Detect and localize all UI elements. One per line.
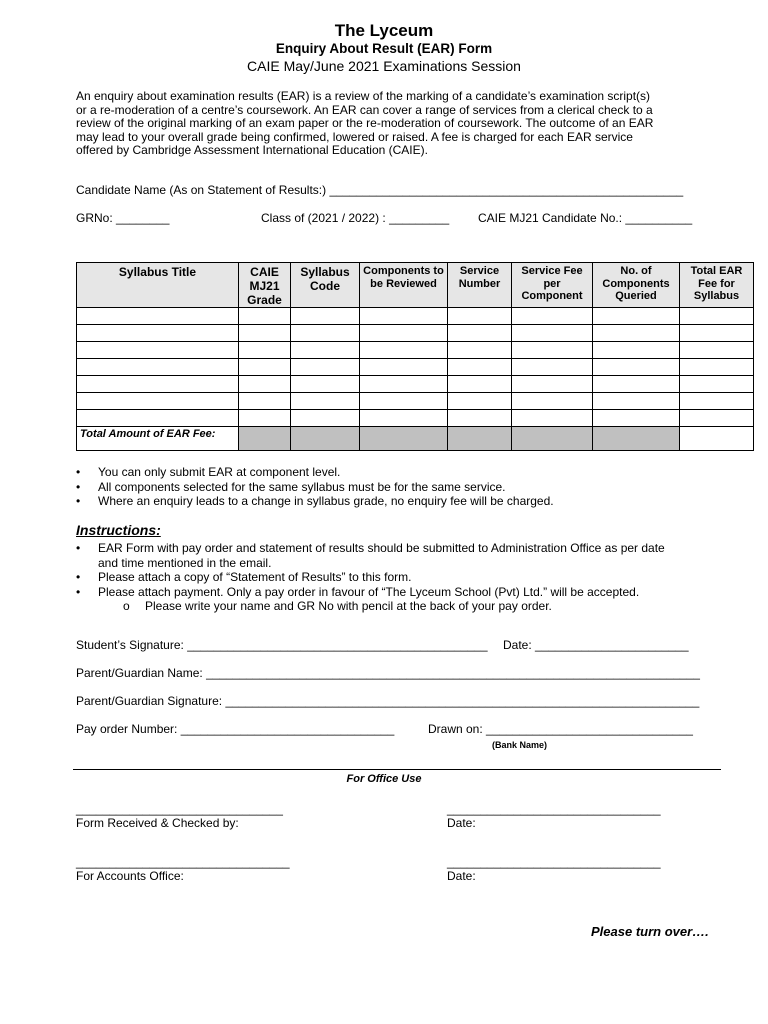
grno-field[interactable]: ________ [116,211,170,225]
date1-field[interactable]: ________________________________ [447,802,661,816]
table-cell[interactable] [239,359,291,376]
header-syllabus-code: Syllabus Code [291,263,360,308]
table-row [77,410,754,427]
table-row [77,393,754,410]
table-cell[interactable] [593,359,680,376]
table-cell[interactable] [680,393,754,410]
header-service-number: Service Number [448,263,512,308]
table-cell[interactable] [448,376,512,393]
table-cell[interactable] [512,342,593,359]
caie-candidate-field[interactable]: __________ [625,211,693,225]
intro-line: may lead to your overall grade being confirmed, lowered or raised. A fee is charged for each EAR service [76,129,633,144]
intro-line: offered by Cambridge Assessment International Education (CAIE). [76,143,428,157]
office-use-heading: For Office Use [346,773,422,785]
intro-paragraph [76,90,706,158]
table-cell[interactable] [360,393,448,410]
table-cell[interactable] [239,410,291,427]
table-cell[interactable] [448,308,512,325]
table-header-row [77,263,754,308]
table-row [77,308,754,325]
header-components-queried: No. of Components Queried [593,263,680,308]
shaded-cell [512,427,593,451]
parent-signature-row [76,694,699,708]
table-cell[interactable] [291,410,360,427]
list-item: • Please attach payment. Only a pay order in favour of “The Lyceum School (Pvt) Ltd.” will be accepted. [76,585,665,600]
table-cell[interactable] [593,325,680,342]
header-syllabus-title: Syllabus Title [77,263,239,308]
accounts-signature-field[interactable]: ________________________________ [76,855,290,869]
total-fee-label: Total Amount of EAR Fee: [77,427,239,451]
school-name: The Lyceum [334,21,434,40]
table-cell[interactable] [448,342,512,359]
grno-row [76,211,169,225]
drawn-on-field[interactable]: _______________________________ [486,722,693,736]
table-cell[interactable] [680,410,754,427]
pay-order-field[interactable]: ________________________________ [180,722,395,736]
table-cell[interactable] [77,342,239,359]
table-cell[interactable] [680,325,754,342]
instructions-list [76,541,665,599]
table-cell[interactable] [77,376,239,393]
circle-bullet-icon: o [123,599,130,613]
pay-order-row [76,722,394,736]
date2-field[interactable]: ________________________________ [447,855,661,869]
table-cell[interactable] [291,342,360,359]
divider [73,769,721,770]
parent-name-field[interactable]: __________________________________________________________________________ [206,666,700,680]
table-cell[interactable] [593,308,680,325]
instruction-line: and time mentioned in the email. [98,555,272,570]
ear-table [76,262,754,451]
header-service-fee: Service Fee per Component [512,263,593,308]
shaded-cell [239,427,291,451]
pay-order-label: Pay order Number: [76,722,178,736]
shaded-cell [291,427,360,451]
intro-line: An enquiry about examination results (EAR) is a review of the marking of a candidate’s examination script(s) [76,89,651,103]
accounts-label: For Accounts Office: [76,869,184,883]
table-cell[interactable] [291,308,360,325]
list-item: • Where an enquiry leads to a change in syllabus grade, no enquiry fee will be charged. [76,494,554,509]
table-cell[interactable] [512,325,593,342]
shaded-cell [593,427,680,451]
sub-instruction-text: Please write your name and GR No with pencil at the back of your pay order. [145,599,552,613]
caie-candidate-row [478,211,692,225]
table-cell[interactable] [77,308,239,325]
form-title: Enquiry About Result (EAR) Form [275,41,493,56]
student-signature-label: Student’s Signature: [76,638,184,652]
turn-over-note: Please turn over…. [591,924,709,939]
table-cell[interactable] [512,376,593,393]
date-field[interactable]: _______________________ [535,638,689,652]
student-signature-row [76,638,488,652]
header-grade: CAIE MJ21 Grade [239,263,291,308]
intro-line: or a re-moderation of a centre’s coursework. An EAR can cover a range of services from a clerical check to a [76,102,653,117]
table-cell[interactable] [512,308,593,325]
table-cell[interactable] [680,308,754,325]
list-item: • All components selected for the same syllabus must be for the same service. [76,480,554,495]
list-item [76,541,665,570]
table-cell[interactable] [239,308,291,325]
table-cell[interactable] [680,376,754,393]
table-row [77,359,754,376]
table-row [77,376,754,393]
table-cell[interactable] [593,342,680,359]
shaded-cell [448,427,512,451]
drawn-on-label: Drawn on: [428,722,483,736]
table-cell[interactable] [360,376,448,393]
drawn-on-row [428,722,693,736]
table-cell[interactable] [77,325,239,342]
table-cell[interactable] [593,376,680,393]
parent-name-row [76,666,700,680]
table-row [77,342,754,359]
table-cell[interactable] [512,393,593,410]
header-total-fee: Total EAR Fee for Syllabus [680,263,754,308]
received-label: Form Received & Checked by: [76,816,239,830]
date2-label: Date: [447,869,476,883]
table-cell[interactable] [239,393,291,410]
table-cell[interactable] [77,393,239,410]
parent-name-label: Parent/Guardian Name: [76,666,203,680]
table-cell[interactable] [360,359,448,376]
date-label: Date: [503,638,532,652]
session-title: CAIE May/June 2021 Examinations Session [247,58,521,74]
instructions-heading: Instructions: [76,522,161,538]
total-row [77,427,754,451]
sub-instruction [123,599,552,613]
list-item: • You can only submit EAR at component level. [76,465,554,480]
candidate-name-field[interactable]: _____________________________________________________ [329,183,684,197]
parent-signature-field[interactable]: _______________________________________________________________________ [225,694,700,708]
table-cell[interactable] [291,376,360,393]
class-row [261,211,449,225]
table-cell[interactable] [448,410,512,427]
candidate-name-row [76,183,683,197]
shaded-cell [360,427,448,451]
table-cell[interactable] [239,342,291,359]
candidate-name-label: Candidate Name (As on Statement of Results:) [76,183,327,197]
table-cell[interactable] [239,376,291,393]
grno-label: GRNo: [76,211,113,225]
table-row [77,325,754,342]
table-cell[interactable] [448,359,512,376]
class-label: Class of (2021 / 2022) : [261,211,386,225]
date1-label: Date: [447,816,476,830]
table-cell[interactable] [239,325,291,342]
table-cell[interactable] [360,342,448,359]
table-cell[interactable] [77,410,239,427]
table-cell[interactable] [680,359,754,376]
parent-signature-label: Parent/Guardian Signature: [76,694,223,708]
table-cell[interactable] [360,325,448,342]
total-fee-cell[interactable] [680,427,754,451]
table-cell[interactable] [593,410,680,427]
table-cell[interactable] [360,410,448,427]
student-signature-field[interactable]: _____________________________________________ [187,638,488,652]
notes-list [76,465,554,509]
bank-name-hint: (Bank Name) [492,740,548,750]
caie-candidate-label: CAIE MJ21 Candidate No.: [478,211,623,225]
table-cell[interactable] [593,393,680,410]
list-item: • Please attach a copy of “Statement of Results” to this form. [76,570,665,585]
received-signature-field[interactable]: _______________________________ [76,802,283,816]
date-row [503,638,689,652]
table-cell[interactable] [448,325,512,342]
table-cell[interactable] [77,359,239,376]
header-components: Components to be Reviewed [360,263,448,308]
table-cell[interactable] [680,342,754,359]
intro-line: review of the original marking of an exam paper or the re-moderation of coursework. The outcome of an EAR [76,116,654,130]
table-cell[interactable] [512,410,593,427]
table-cell[interactable] [360,308,448,325]
table-cell[interactable] [448,393,512,410]
class-field[interactable]: _________ [389,211,450,225]
instruction-line: • EAR Form with pay order and statement of results should be submitted to Administration Office as per date [98,541,665,555]
table-cell[interactable] [291,393,360,410]
table-cell[interactable] [512,359,593,376]
table-cell[interactable] [291,359,360,376]
table-cell[interactable] [291,325,360,342]
